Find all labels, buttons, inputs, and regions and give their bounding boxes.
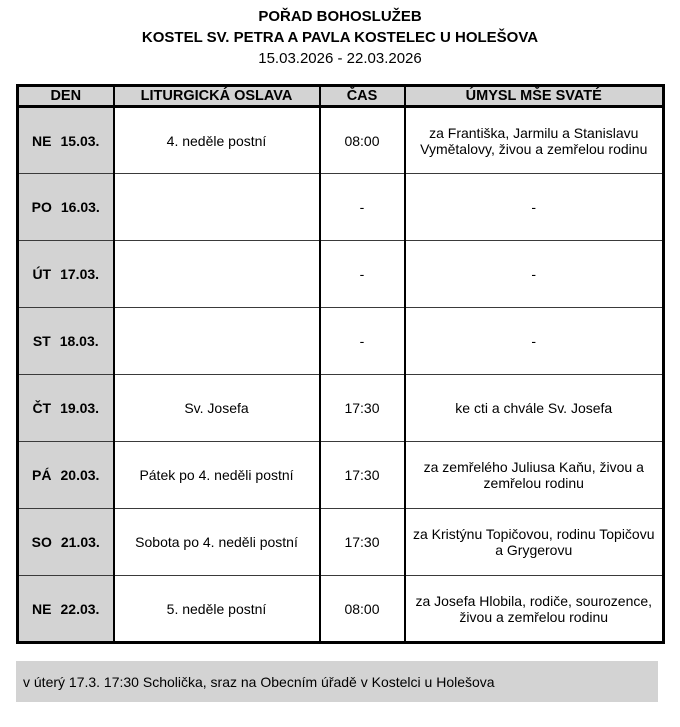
- page-header: [0, 0, 680, 70]
- time-cell: 17:30: [320, 442, 405, 509]
- day-abbr: ST: [32, 333, 51, 349]
- day-abbr: PO: [31, 199, 52, 215]
- table-row: [18, 509, 664, 576]
- day-abbr: NE: [32, 132, 52, 149]
- intention-cell: ke cti a chvále Sv. Josefa: [405, 375, 664, 442]
- table-row: [18, 241, 664, 308]
- celebration-cell: 5. neděle postní: [114, 576, 320, 643]
- day-date: 19.03.: [60, 400, 100, 416]
- table-row: [18, 375, 664, 442]
- time-cell: -: [320, 174, 405, 241]
- day-cell: [18, 241, 114, 308]
- celebration-cell: [114, 174, 320, 241]
- day-date: 21.03.: [60, 534, 100, 550]
- celebration-cell: Sobota po 4. neděli postní: [114, 509, 320, 576]
- day-cell: [18, 174, 114, 241]
- day-date: 20.03.: [60, 467, 100, 483]
- intention-cell: -: [405, 308, 664, 375]
- date-range: 15.03.2026 - 22.03.2026: [258, 50, 422, 67]
- celebration-cell: [114, 241, 320, 308]
- day-abbr: NE: [32, 600, 52, 617]
- page-title: POŘAD BOHOSLUŽEB: [258, 8, 422, 25]
- celebration-cell: 4. neděle postní: [114, 107, 320, 174]
- day-date: 16.03.: [60, 199, 100, 215]
- time-cell: -: [320, 241, 405, 308]
- day-cell: [18, 509, 114, 576]
- day-cell: [18, 375, 114, 442]
- col-header-umysl-mse-svate: ÚMYSL MŠE SVATÉ: [405, 86, 664, 107]
- intention-cell: za Kristýnu Topičovou, rodinu Topičovu a Grygerovu: [405, 509, 664, 576]
- day-cell: [18, 442, 114, 509]
- day-abbr: ÚT: [32, 266, 52, 282]
- day-date: 22.03.: [60, 600, 100, 617]
- day-cell: [18, 576, 114, 643]
- celebration-cell: Sv. Josefa: [114, 375, 320, 442]
- schedule-table: [16, 84, 665, 644]
- day-date: 18.03.: [59, 333, 99, 349]
- time-cell: 17:30: [320, 375, 405, 442]
- col-header-liturgicka-oslava: LITURGICKÁ OSLAVA: [114, 86, 320, 107]
- time-cell: 08:00: [320, 576, 405, 643]
- day-abbr: PÁ: [32, 467, 52, 483]
- intention-cell: za Josefa Hlobila, rodiče, sourozence, živou a zemřelou rodinu: [405, 576, 664, 643]
- intention-cell: -: [405, 241, 664, 308]
- intention-cell: -: [405, 174, 664, 241]
- day-date: 17.03.: [60, 266, 100, 282]
- intention-cell: za zemřelého Juliusa Kaňu, živou a zemřelou rodinu: [405, 442, 664, 509]
- day-abbr: ČT: [32, 400, 52, 416]
- day-cell: [18, 308, 114, 375]
- table-row: [18, 442, 664, 509]
- table-row: [18, 107, 664, 174]
- table-header-row: [18, 86, 664, 107]
- time-cell: 17:30: [320, 509, 405, 576]
- footer-note: [16, 661, 658, 702]
- time-cell: -: [320, 308, 405, 375]
- day-cell: [18, 107, 114, 174]
- table-row: [18, 174, 664, 241]
- footer-note-text: v úterý 17.3. 17:30 Scholička, sraz na Obecním úřadě v Kostelci u Holešova: [23, 673, 495, 690]
- col-header-cas: ČAS: [320, 86, 405, 107]
- table-row: [18, 576, 664, 643]
- time-cell: 08:00: [320, 107, 405, 174]
- church-name: KOSTEL SV. PETRA A PAVLA KOSTELEC U HOLEŠOVA: [141, 29, 539, 46]
- celebration-cell: [114, 308, 320, 375]
- celebration-cell: Pátek po 4. neděli postní: [114, 442, 320, 509]
- col-header-den: DEN: [18, 86, 114, 107]
- table-row: [18, 308, 664, 375]
- day-abbr: SO: [31, 534, 52, 550]
- intention-cell: za Františka, Jarmilu a Stanislavu Vymětalovy, živou a zemřelou rodinu: [405, 107, 664, 174]
- day-date: 15.03.: [60, 132, 100, 149]
